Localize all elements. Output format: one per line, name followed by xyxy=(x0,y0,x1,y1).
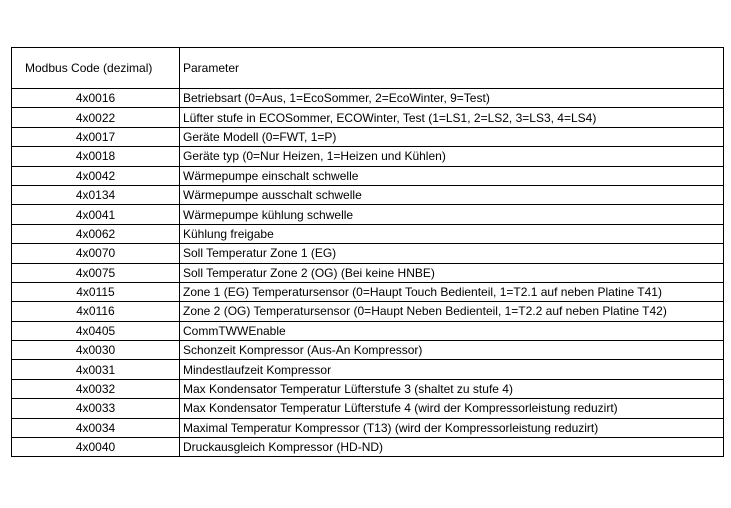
modbus-code-cell: 4x0070 xyxy=(12,244,180,263)
table-row xyxy=(12,244,724,263)
parameter-cell: Geräte typ (0=Nur Heizen, 1=Heizen und Kühlen) xyxy=(180,147,724,166)
modbus-code-cell: 4x0116 xyxy=(12,302,180,321)
table-row xyxy=(12,438,724,457)
table-row xyxy=(12,166,724,185)
table-row xyxy=(12,185,724,204)
table-row xyxy=(12,147,724,166)
parameter-cell: Wärmepumpe ausschalt schwelle xyxy=(180,185,724,204)
table-row xyxy=(12,321,724,340)
parameter-cell: Betriebsart (0=Aus, 1=EcoSommer, 2=EcoWinter, 9=Test) xyxy=(180,89,724,108)
modbus-code-cell: 4x0042 xyxy=(12,166,180,185)
modbus-code-cell: 4x0041 xyxy=(12,205,180,224)
parameter-cell: Geräte Modell (0=FWT, 1=P) xyxy=(180,127,724,146)
modbus-code-cell: 4x0032 xyxy=(12,379,180,398)
table-row xyxy=(12,224,724,243)
table-row xyxy=(12,263,724,282)
modbus-code-cell: 4x0062 xyxy=(12,224,180,243)
parameter-cell: CommTWWEnable xyxy=(180,321,724,340)
table-row xyxy=(12,127,724,146)
modbus-code-cell: 4x0022 xyxy=(12,108,180,127)
table-row xyxy=(12,89,724,108)
parameter-cell: Zone 1 (EG) Temperatursensor (0=Haupt Touch Bedienteil, 1=T2.1 auf neben Platine T41) xyxy=(180,282,724,301)
modbus-code-cell: 4x0034 xyxy=(12,418,180,437)
table-row xyxy=(12,282,724,301)
modbus-code-cell: 4x0405 xyxy=(12,321,180,340)
table-row xyxy=(12,108,724,127)
table-row xyxy=(12,341,724,360)
parameter-cell: Maximal Temperatur Kompressor (T13) (wird der Kompressorleistung reduzirt) xyxy=(180,418,724,437)
parameter-cell: Mindestlaufzeit Kompressor xyxy=(180,360,724,379)
parameter-cell: Max Kondensator Temperatur Lüfterstufe 3 (shaltet zu stufe 4) xyxy=(180,379,724,398)
modbus-code-cell: 4x0075 xyxy=(12,263,180,282)
parameter-cell: Max Kondensator Temperatur Lüfterstufe 4 (wird der Kompressorleistung reduzirt) xyxy=(180,399,724,418)
header-parameter: Parameter xyxy=(180,48,724,89)
header-modbus-code: Modbus Code (dezimal) xyxy=(12,48,180,89)
table-row xyxy=(12,418,724,437)
modbus-code-cell: 4x0016 xyxy=(12,89,180,108)
modbus-code-cell: 4x0134 xyxy=(12,185,180,204)
parameter-cell: Zone 2 (OG) Temperatursensor (0=Haupt Neben Bedienteil, 1=T2.2 auf neben Platine T42) xyxy=(180,302,724,321)
modbus-code-cell: 4x0115 xyxy=(12,282,180,301)
table-row xyxy=(12,302,724,321)
table-header-row xyxy=(12,48,724,89)
modbus-code-cell: 4x0040 xyxy=(12,438,180,457)
parameter-cell: Soll Temperatur Zone 2 (OG) (Bei keine HNBE) xyxy=(180,263,724,282)
modbus-code-cell: 4x0033 xyxy=(12,399,180,418)
parameter-cell: Kühlung freigabe xyxy=(180,224,724,243)
parameter-cell: Lüfter stufe in ECOSommer, ECOWinter, Test (1=LS1, 2=LS2, 3=LS3, 4=LS4) xyxy=(180,108,724,127)
modbus-code-cell: 4x0030 xyxy=(12,341,180,360)
table-row xyxy=(12,379,724,398)
parameter-cell: Soll Temperatur Zone 1 (EG) xyxy=(180,244,724,263)
modbus-parameter-table xyxy=(11,47,724,457)
parameter-cell: Schonzeit Kompressor (Aus-An Kompressor) xyxy=(180,341,724,360)
modbus-code-cell: 4x0018 xyxy=(12,147,180,166)
table-row xyxy=(12,205,724,224)
parameter-cell: Druckausgleich Kompressor (HD-ND) xyxy=(180,438,724,457)
modbus-code-cell: 4x0017 xyxy=(12,127,180,146)
parameter-cell: Wärmepumpe einschalt schwelle xyxy=(180,166,724,185)
table-body xyxy=(12,89,724,457)
table-row xyxy=(12,399,724,418)
modbus-table-container xyxy=(11,47,723,457)
parameter-cell: Wärmepumpe kühlung schwelle xyxy=(180,205,724,224)
table-row xyxy=(12,360,724,379)
modbus-code-cell: 4x0031 xyxy=(12,360,180,379)
